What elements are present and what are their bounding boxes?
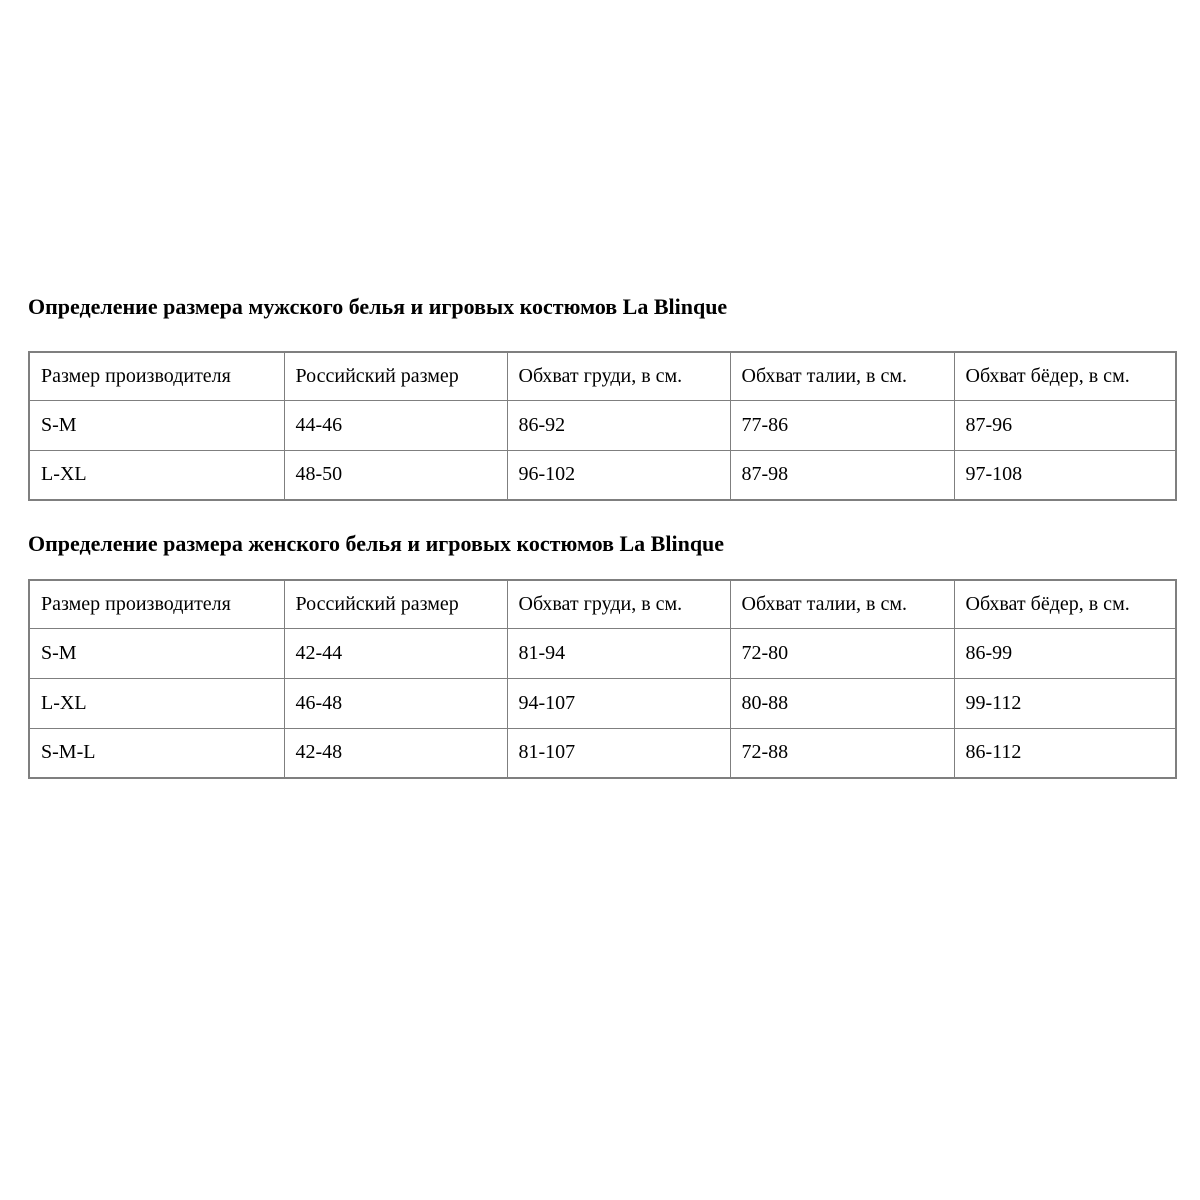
header-cell-waist: Обхват талии, в см. <box>730 352 954 400</box>
header-cell-hips: Обхват бёдер, в см. <box>954 352 1176 400</box>
table-header-row <box>29 580 1176 628</box>
table-cell: 86-92 <box>507 400 730 450</box>
table-cell: 87-96 <box>954 400 1176 450</box>
table-cell: 72-80 <box>730 628 954 678</box>
table-row <box>29 628 1176 678</box>
table-cell: 87-98 <box>730 450 954 500</box>
header-cell-manufacturer-size: Размер производителя <box>29 580 284 628</box>
table-cell: 42-48 <box>284 728 507 778</box>
header-cell-russian-size: Российский размер <box>284 352 507 400</box>
table-cell: 96-102 <box>507 450 730 500</box>
table-cell: S-M-L <box>29 728 284 778</box>
women-sizes-table <box>28 579 1177 779</box>
men-sizes-table <box>28 351 1177 501</box>
header-cell-russian-size: Российский размер <box>284 580 507 628</box>
header-cell-waist: Обхват талии, в см. <box>730 580 954 628</box>
table-cell: 99-112 <box>954 678 1176 728</box>
table-cell: 86-99 <box>954 628 1176 678</box>
men-sizes-heading: Определение размера мужского белья и игровых костюмов La Blinque <box>28 294 728 319</box>
table-cell: 72-88 <box>730 728 954 778</box>
table-cell: 97-108 <box>954 450 1176 500</box>
women-sizes-heading: Определение размера женского белья и игровых костюмов La Blinque <box>28 531 725 556</box>
header-cell-chest: Обхват груди, в см. <box>507 352 730 400</box>
table-cell: 48-50 <box>284 450 507 500</box>
table-cell: 86-112 <box>954 728 1176 778</box>
table-cell: 44-46 <box>284 400 507 450</box>
table-cell: S-M <box>29 628 284 678</box>
table-cell: S-M <box>29 400 284 450</box>
header-cell-hips: Обхват бёдер, в см. <box>954 580 1176 628</box>
table-header-row <box>29 352 1176 400</box>
table-cell: 77-86 <box>730 400 954 450</box>
table-cell: L-XL <box>29 678 284 728</box>
header-cell-chest: Обхват груди, в см. <box>507 580 730 628</box>
table-cell: 94-107 <box>507 678 730 728</box>
table-cell: 46-48 <box>284 678 507 728</box>
header-cell-manufacturer-size: Размер производителя <box>29 352 284 400</box>
table-cell: 80-88 <box>730 678 954 728</box>
table-cell: 81-94 <box>507 628 730 678</box>
table-row <box>29 728 1176 778</box>
table-cell: 42-44 <box>284 628 507 678</box>
table-cell: L-XL <box>29 450 284 500</box>
table-row <box>29 450 1176 500</box>
table-cell: 81-107 <box>507 728 730 778</box>
table-row <box>29 678 1176 728</box>
table-row <box>29 400 1176 450</box>
